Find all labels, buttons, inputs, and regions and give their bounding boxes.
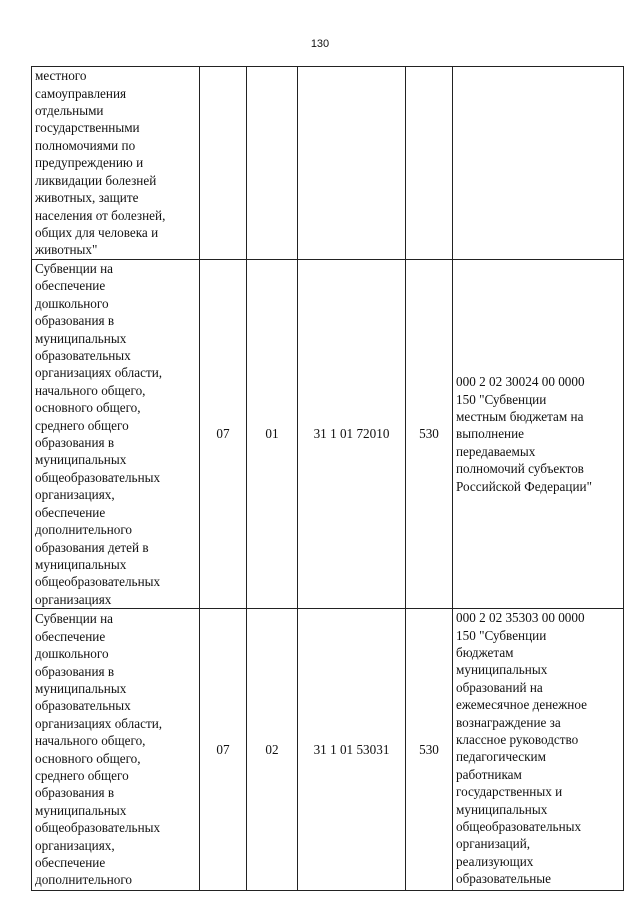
table-row <box>32 609 624 891</box>
expense-type-code: 530 <box>406 260 453 609</box>
target-article-code <box>298 67 406 260</box>
revenue-classification: 000 2 02 35303 00 0000 150 "Субвенции бюджетам муниципальных образований на ежемесячное денежное вознаграждение за классное руководство педагогическим работникам государственных и муниципальных общеобразовательных организаций, реализующих образовательные <box>453 609 624 891</box>
row-description: Субвенции на обеспечение дошкольного образования в муниципальных образовательных организациях области, начального общего, основного общего, среднего общего образования в муниципальных общеобразовательных организациях, обеспечение дополнительного <box>32 609 200 891</box>
expense-type-code: 530 <box>406 609 453 891</box>
table-row <box>32 67 624 260</box>
page-number: 130 <box>310 38 330 50</box>
expense-type-code <box>406 67 453 260</box>
row-description: Субвенции на обеспечение дошкольного образования в муниципальных образовательных организациях области, начального общего, основного общего, среднего общего образования в муниципальных общеобразовательных организациях, обеспечение дополнительного образования детей в муниципальных общеобразовательных организациях <box>32 260 200 609</box>
row-description: местного самоуправления отдельными государственными полномочиями по предупреждению и ликвидации болезней животных, защите населения от болезней, общих для человека и животных" <box>32 67 200 260</box>
table-row <box>32 260 624 609</box>
subsection-code <box>247 67 298 260</box>
revenue-classification: 000 2 02 30024 00 0000 150 "Субвенции местным бюджетам на выполнение передаваемых полномочий субъектов Российской Федерации" <box>453 260 624 609</box>
section-code: 07 <box>200 609 247 891</box>
subsection-code: 01 <box>247 260 298 609</box>
budget-table <box>31 66 624 891</box>
subsection-code: 02 <box>247 609 298 891</box>
section-code: 07 <box>200 260 247 609</box>
section-code <box>200 67 247 260</box>
target-article-code: 31 1 01 72010 <box>298 260 406 609</box>
revenue-classification <box>453 67 624 260</box>
target-article-code: 31 1 01 53031 <box>298 609 406 891</box>
